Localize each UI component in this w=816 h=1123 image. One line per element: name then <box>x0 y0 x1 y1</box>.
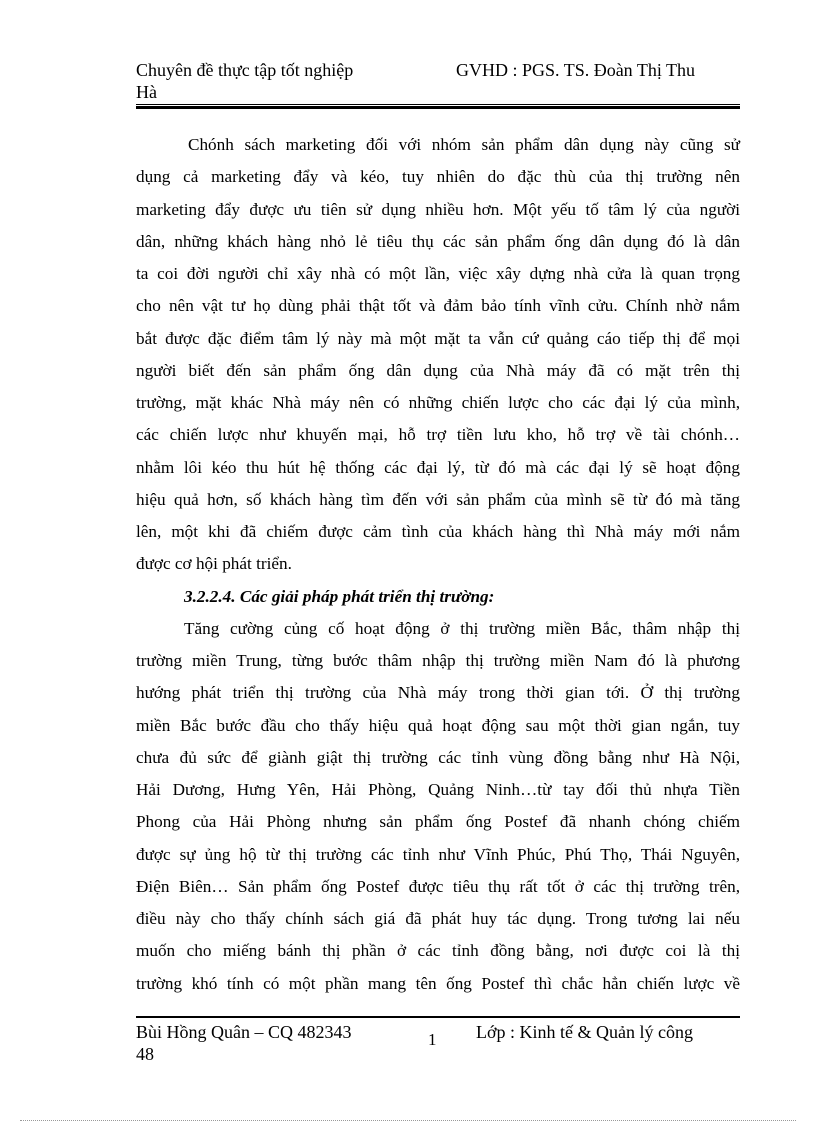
text-line: muốn cho miếng bánh thị phần ở các tỉnh đồng bằng, nơi được coi là thị <box>136 941 740 961</box>
text-line: trường miền Trung, từng bước thâm nhập thị trường miền Nam đó là phương <box>136 651 740 670</box>
text-line: các chiến lược như khuyến mại, hỗ trợ tiền lưu kho, hỗ trợ về tài chónh… <box>136 425 740 445</box>
text-line: ta coi đời người chỉ xây nhà có một lần, việc xây dựng nhà cửa là quan trọng <box>136 264 740 283</box>
text-line: Phong của Hải Phòng nhưng sản phẩm ống Postef đã nhanh chóng chiếm <box>136 812 740 832</box>
class-name: Lớp : Kinh tế & Quản lý công <box>476 1022 693 1042</box>
text-line: dụng cả marketing đẩy và kéo, tuy nhiên do đặc thù của thị trường nên <box>136 167 740 187</box>
text-line: Điện Biên… Sản phẩm ống Postef được tiêu thụ rất tốt ở các thị trường trên, <box>136 876 740 896</box>
supervisor-name: GVHD : PGS. TS. Đoàn Thị Thu <box>456 60 696 80</box>
text-line: miền Bắc bước đầu cho thấy hiệu quả hoạt động sau một thời gian ngắn, tuy <box>136 715 740 735</box>
text-line: hướng phát triển thị trường của Nhà máy trong thời gian tới. Ở thị trường <box>136 683 740 703</box>
text-line: dân, những khách hàng nhỏ lẻ tiêu thụ các sản phẩm ống dân dụng đó là dân <box>136 231 740 251</box>
section-heading: 3.2.2.4. Các giải pháp phát triển thị trường: <box>184 586 495 606</box>
document-body <box>136 129 740 1000</box>
student-name: Bùi Hồng Quân – CQ 482343 <box>136 1022 352 1042</box>
text-line: bắt được đặc điểm tâm lý này mà một mặt ta vẫn cứ quảng cáo tiếp thị để mọi <box>136 328 740 348</box>
text-line: chưa đủ sức để giành giật thị trường các tỉnh vùng đồng bằng như Hà Nội, <box>136 747 740 767</box>
page-header <box>136 58 740 102</box>
page-boundary <box>20 1120 796 1121</box>
text-line: nhằm lôi kéo thu hút hệ thống các đại lý, từ đó mà các đại lý sẽ hoạt động <box>136 457 740 477</box>
text-line: người biết đến sản phẩm ống dân dụng của Nhà máy đã có mặt trên thị <box>136 360 740 380</box>
text-line: điều này cho thấy chính sách giá đã phát huy tác dụng. Trong tương lai nếu <box>136 909 740 928</box>
text-line: lên, một khi đã chiếm được cảm tình của khách hàng thì Nhà máy mới nắm <box>136 522 740 541</box>
footer-rule <box>136 1016 740 1018</box>
text-line: marketing đẩy được ưu tiên sử dụng nhiều hơn. Một yếu tố tâm lý của người <box>136 199 740 219</box>
student-id-continued: 48 <box>136 1044 154 1064</box>
paragraph-marketing-policy <box>136 129 740 581</box>
paragraph-market-development <box>136 613 740 1000</box>
text-line: được sự ủng hộ từ thị trường các tỉnh như Vĩnh Phúc, Phú Thọ, Thái Nguyên, <box>136 844 740 864</box>
text-line: hiệu quả hơn, số khách hàng tìm đến với sản phẩm của mình sẽ từ đó mà tăng <box>136 489 740 509</box>
header-rule-thin <box>136 104 740 105</box>
text-line: được cơ hội phát triển. <box>136 554 292 574</box>
text-line: cho nên vật tư họ dùng phải thật tốt và đảm bảo tính vĩnh cửu. Chính nhờ nắm <box>136 296 740 316</box>
text-line: Tăng cường củng cố hoạt động ở thị trường miền Bắc, thâm nhập thị <box>184 618 740 638</box>
text-line: trường khó tính có một phần mang tên ống Postef thì chắc hẳn chiến lược về <box>136 973 740 993</box>
text-line: Chónh sách marketing đối với nhóm sản phẩm dân dụng này cũng sử <box>188 135 740 154</box>
page-number: 1 <box>428 1030 437 1049</box>
text-line: Hải Dương, Hưng Yên, Hải Phòng, Quảng Ninh…từ tay đối thủ nhựa Tiền <box>136 780 740 799</box>
report-title: Chuyên đề thực tập tốt nghiệp <box>136 60 354 80</box>
page-footer <box>136 1020 740 1070</box>
supervisor-name-continued: Hà <box>136 82 157 102</box>
header-rule-thick <box>136 106 740 109</box>
text-line: trường, mặt khác Nhà máy nên có những chiến lược cho các đại lý của mình, <box>136 393 740 412</box>
